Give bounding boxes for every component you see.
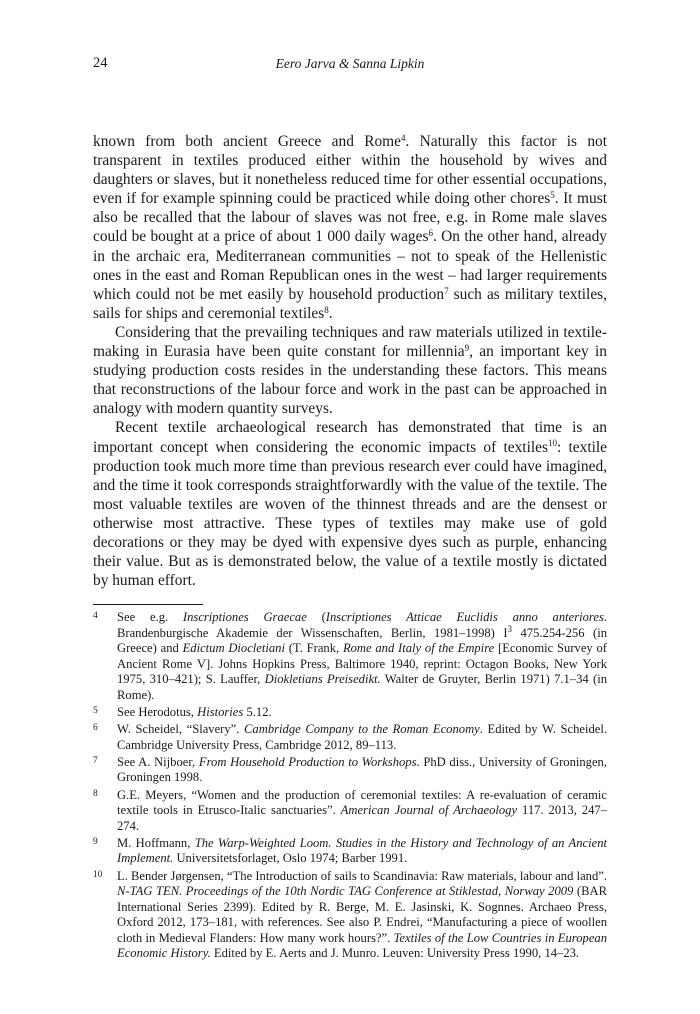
footnote-number: 7 (93, 755, 98, 766)
footnote-ref-5[interactable]: 5 (550, 190, 555, 201)
footnote-7: 7 See A. Nijboer, From Household Production to Workshops. PhD diss., University of Groningen, Groningen 1998. (93, 754, 607, 785)
paragraph-2: Considering that the prevailing techniques and raw materials utilized in textile-making in Eurasia have been quite constant for millennia$^9$, an important key in studying production costs resides in the understanding these factors. This means that reconstructions of the labour force and work in the past can be approached in analogy with modern quantity surveys. (93, 323, 607, 418)
footnote-number: 4 (93, 611, 98, 621)
footnote-10: 10 L. Bender Jørgensen, “The Introduction of sails to Scandinavia: Raw materials, labour and land”. N-TAG TEN. Proceedings of the 10th Nordic TAG Conference at Stiklestad, Norway 2009 (BAR International Series 2399). Edited by R. Berge, M. E. Jasinski, K. Sognnes. Archaeo Press, Oxford 2012, 173–181, with references. See also P. Endrei, “Manufacturing a piece of woollen cloth in Medieval Flanders: How many work hours?”. Textiles of the Low Countries in European Economic History. Edited by E. Aerts and J. Munro. Leuven: University Press 1990, 14–23. (93, 868, 607, 961)
footnote-number: 6 (93, 723, 98, 734)
body-text (93, 132, 607, 590)
page-number: 24 (93, 55, 108, 71)
footnote-8: 8 G.E. Meyers, “Women and the production of ceremonial textiles: A re-evaluation of ceramic textile tools in Etrusco-Italic sanctuaries”. American Journal of Archaeology 117. 2013, 247–274. (93, 787, 607, 833)
footnote-number: 8 (93, 788, 98, 799)
footnote-separator (93, 604, 203, 605)
footnote-ref-10[interactable]: 10 (547, 438, 557, 449)
footnote-ref-4[interactable]: 4 (400, 132, 406, 143)
footnote-ref-7[interactable]: 7 (444, 285, 449, 296)
paragraph-3: Recent textile archaeological research has demonstrated that time is an important concept when considering the economic impacts of textiles$^{10}$: textile production took much more time than previous research ever could have imagined, and the time it took corresponds straightforwardly with the value of the textile. The most valuable textiles are woven of the thinnest threads and are the densest or otherwise most attractive. These types of textiles may make use of gold decorations or they may be dyed with expensive dyes such as purple, enhancing their value. But as is demonstrated below, the value of a textile mostly is dictated by human effort. (93, 419, 607, 590)
footnote-number: 10 (93, 869, 103, 880)
page-header (93, 55, 607, 75)
footnote-number: 9 (93, 836, 98, 847)
footnote-number: 5 (93, 706, 98, 717)
footnote-ref-8[interactable]: 8 (324, 304, 329, 315)
footnote-ref-6[interactable]: 6 (428, 228, 433, 239)
footnote-5: 5 See Herodotus, Histories 5.12. (93, 705, 272, 720)
footnote-ref-9[interactable]: 9 (464, 342, 470, 353)
paragraph-1: known from both ancient Greece and Rome$^4$. Naturally this factor is not transparent in textiles produced either within the household by wives and daughters or slaves, but it nonetheless reduced time for other essential occupations, even if for example spinning could be practiced while doing other chores$^5$. It must also be recalled that the labour of slaves was not free, e.g. in Rome male slaves could be bought at a price of about 1 000 daily wages$^6$. On the other hand, already in the archaic era, Mediterranean communities – not to speak of the Hellenistic ones in the east and Roman Republican ones in the west – had larger requirements which could not be met easily by household production$^7$ such as military textiles, sails for ships and ceremonial textiles$^8$. (93, 132, 607, 322)
footnote-9: 9 M. Hoffmann, The Warp-Weighted Loom. Studies in the History and Technology of an Ancient Implement. Universitetsforlaget, Oslo 1974; Barber 1991. (93, 835, 607, 866)
running-head: Eero Jarva & Sanna Lipkin (275, 56, 425, 71)
footnote-4: 4 See e.g. Inscriptiones Graecae (Inscriptiones Atticae Euclidis anno anteriores. Brandenburgische Akademie der Wissenschaften, Berlin, 1981–1998) $I^3$ 475.254-256 (in Greece) and Edictum Diocletiani (T. Frank, Rome and Italy of the Empire [Economic Survey of Ancient Rome V]. Johns Hopkins Press, Baltimore 1940, reprint: Octagon Books, New York 1975, 310–421); S. Lauffer, Diokletians Preisedikt. Walter de Gruyter, Berlin 1971) 7.1–34 (in Rome). (93, 610, 608, 702)
footnote-6: 6 W. Scheidel, “Slavery”. Cambridge Company to the Roman Economy. Edited by W. Scheidel. Cambridge University Press, Cambridge 2012, 89–113. (93, 722, 607, 752)
footnotes (93, 610, 607, 964)
